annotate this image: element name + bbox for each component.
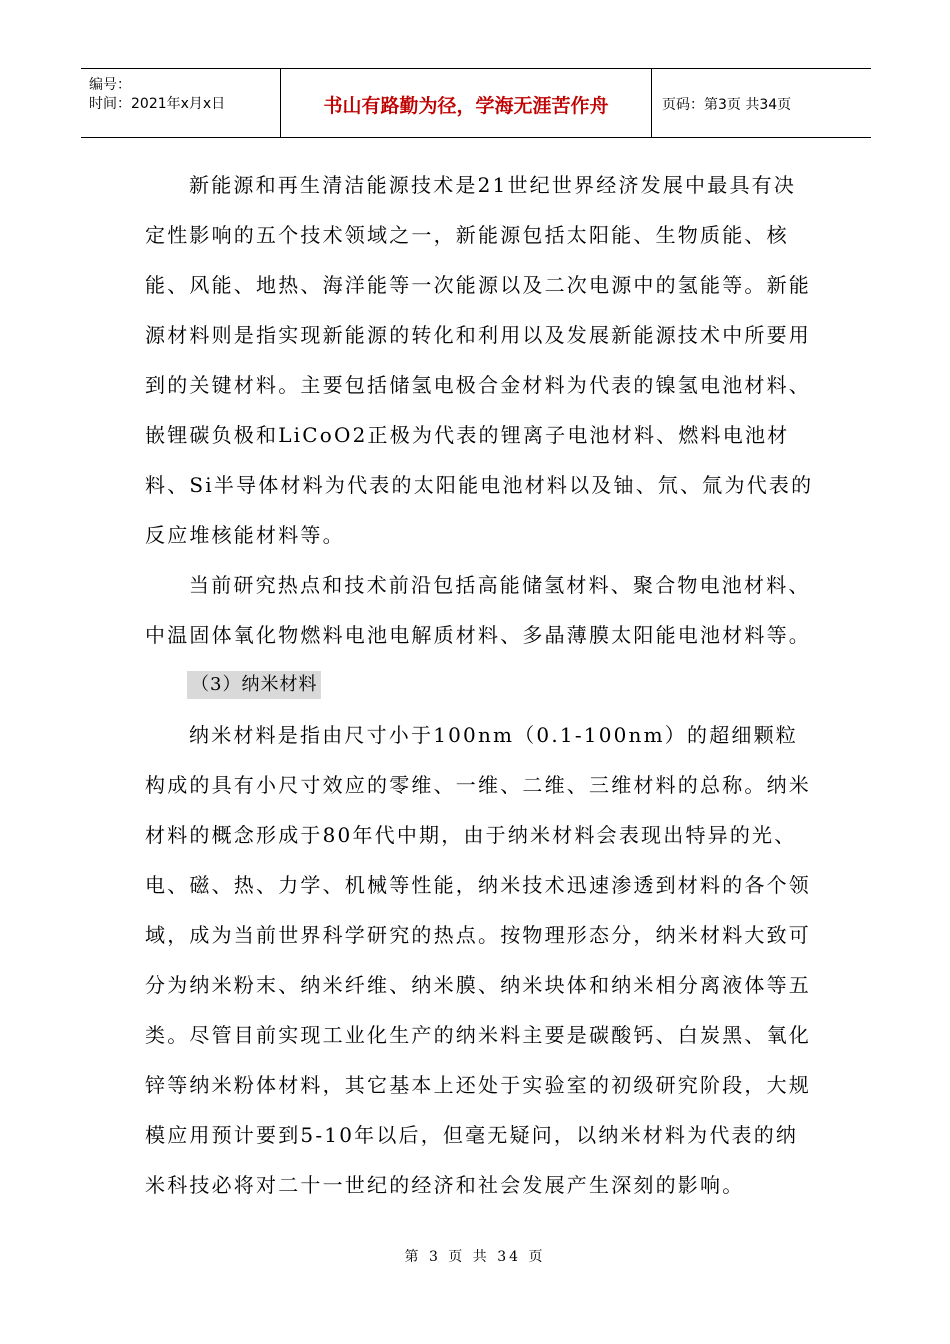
document-number-label: 编号： (89, 77, 131, 93)
document-body (145, 160, 815, 1210)
header-motto-cell (281, 69, 652, 137)
document-time-label: 时间：2021年x月x日 (89, 96, 226, 112)
header-page-cell (652, 69, 871, 137)
paragraph-research-hotspots: 当前研究热点和技术前沿包括高能储氢材料、聚合物电池材料、中温固体氧化物燃料电池电解质材料、多晶薄膜太阳能电池材料等。 (145, 573, 811, 647)
header-motto: 书山有路勤为径，学海无涯苦作舟 (323, 95, 609, 117)
header-page-info: 页码：第3页 共34页 (662, 97, 792, 113)
paragraph-new-energy: 新能源和再生清洁能源技术是21世纪世界经济发展中最具有决定性影响的五个技术领域之一，新能源包括太阳能、生物质能、核能、风能、地热、海洋能等一次能源以及二次电源中的氢能等。新能源材料则是指实现新能源的转化和利用以及发展新能源技术中所要用到的关键材料。主要包括储氢电极合金材料为代表的镍氢电池材料、嵌锂碳负极和LiCoO2正极为代表的锂离子电池材料、燃料电池材料、Si半导体材料为代表的太阳能电池材料以及铀、氘、氚为代表的反应堆核能材料等。 (145, 173, 814, 547)
page-footer: 第 3 页 共 34 页 (404, 1249, 546, 1265)
section-heading (145, 660, 815, 710)
header-meta-cell (81, 69, 281, 137)
paragraph-nanomaterials: 纳米材料是指由尺寸小于100nm（0.1-100nm）的超细颗粒构成的具有小尺寸效应的零维、一维、二维、三维材料的总称。纳米材料的概念形成于80年代中期，由于纳米材料会表现出特异的光、电、磁、热、力学、机械等性能，纳米技术迅速渗透到材料的各个领域，成为当前世界科学研究的热点。按物理形态分，纳米材料大致可分为纳米粉末、纳米纤维、纳米膜、纳米块体和纳米相分离液体等五类。尽管目前实现工业化生产的纳米料主要是碳酸钙、白炭黑、氧化锌等纳米粉体材料，其它基本上还处于实验室的初级研究阶段，大规模应用预计要到5-10年以后，但毫无疑问，以纳米材料为代表的纳米科技必将对二十一世纪的经济和社会发展产生深刻的影响。 (145, 723, 811, 1197)
document-header (81, 68, 871, 138)
section-heading-text: （3）纳米材料 (187, 671, 321, 699)
